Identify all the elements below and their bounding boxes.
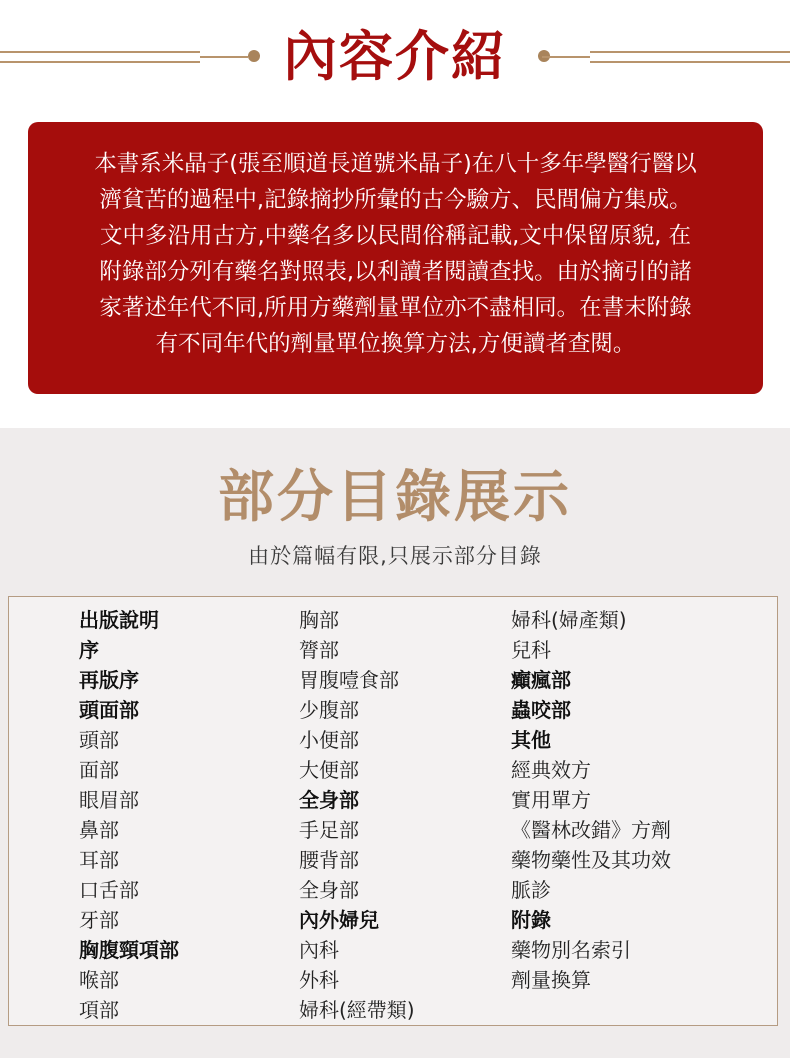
toc-item: 胸部 bbox=[299, 608, 339, 632]
toc-column-3 bbox=[511, 605, 671, 995]
toc-item: 耳部 bbox=[79, 848, 119, 872]
toc-item: 少腹部 bbox=[299, 698, 359, 722]
toc-item: 牙部 bbox=[79, 908, 119, 932]
intro-line: 家著述年代不同,所用方藥劑量單位亦不盡相同。在書末附錄 bbox=[99, 295, 692, 321]
toc-item: 頭部 bbox=[79, 728, 119, 752]
decor-line bbox=[590, 61, 790, 63]
toc-column-1 bbox=[79, 605, 179, 1025]
toc-item: 口舌部 bbox=[79, 878, 139, 902]
page-title: 內容介紹 bbox=[283, 25, 507, 88]
intro-line: 附錄部分列有藥名對照表,以利讀者閱讀查找。由於摘引的諸 bbox=[99, 259, 692, 285]
toc-item: 藥物藥性及其功效 bbox=[511, 848, 671, 872]
section-subtitle: 由於篇幅有限,只展示部分目錄 bbox=[248, 544, 542, 568]
toc-item: 藥物別名索引 bbox=[511, 938, 631, 962]
toc-item: 眼眉部 bbox=[79, 788, 139, 812]
toc-item: 小便部 bbox=[299, 728, 359, 752]
intro-section bbox=[0, 0, 790, 428]
intro-line: 有不同年代的劑量單位換算方法,方便讀者查閱。 bbox=[155, 331, 636, 357]
toc-column-2 bbox=[299, 605, 415, 1025]
toc-item: 胃腹噎食部 bbox=[299, 668, 399, 692]
toc-heading: 內外婦兒 bbox=[299, 908, 379, 932]
intro-line: 本書系米晶子(張至順道長道號米晶子)在八十多年學醫行醫以 bbox=[94, 151, 697, 177]
toc-item: 兒科 bbox=[511, 638, 551, 662]
toc-item: 脈診 bbox=[511, 878, 551, 902]
toc-item: 膂部 bbox=[299, 638, 339, 662]
toc-heading: 出版說明 bbox=[79, 608, 159, 632]
intro-paragraph bbox=[42, 146, 749, 362]
decor-line bbox=[590, 51, 790, 53]
toc-item: 劑量換算 bbox=[511, 968, 591, 992]
toc-item: 實用單方 bbox=[511, 788, 591, 812]
toc-box bbox=[8, 596, 778, 1026]
toc-heading: 再版序 bbox=[79, 668, 139, 692]
toc-heading: 全身部 bbox=[299, 788, 359, 812]
toc-item: 面部 bbox=[79, 758, 119, 782]
title-row bbox=[0, 22, 790, 92]
toc-item: 內科 bbox=[299, 938, 339, 962]
section-title: 部分目錄展示 bbox=[218, 465, 572, 530]
toc-heading: 序 bbox=[79, 638, 99, 662]
toc-item: 《醫林改錯》方劑 bbox=[511, 818, 671, 842]
toc-heading: 胸腹頸項部 bbox=[79, 938, 179, 962]
intro-box bbox=[28, 122, 763, 394]
toc-heading: 其他 bbox=[511, 728, 551, 752]
toc-item: 婦科(經帶類) bbox=[299, 998, 415, 1022]
toc-item: 外科 bbox=[299, 968, 339, 992]
decor-line bbox=[542, 56, 590, 58]
intro-line: 文中多沿用古方,中藥名多以民間俗稱記載,文中保留原貌, 在 bbox=[99, 223, 692, 249]
toc-item: 腰背部 bbox=[299, 848, 359, 872]
toc-section bbox=[0, 428, 790, 1058]
toc-item: 喉部 bbox=[79, 968, 119, 992]
toc-heading: 頭面部 bbox=[79, 698, 139, 722]
intro-line: 濟貧苦的過程中,記錄摘抄所彙的古今驗方、民間偏方集成。 bbox=[99, 187, 692, 213]
toc-item: 項部 bbox=[79, 998, 119, 1022]
toc-heading: 蟲咬部 bbox=[511, 698, 571, 722]
toc-item: 經典效方 bbox=[511, 758, 591, 782]
toc-heading: 附錄 bbox=[511, 908, 551, 932]
toc-item: 手足部 bbox=[299, 818, 359, 842]
toc-item: 全身部 bbox=[299, 878, 359, 902]
toc-item: 婦科(婦產類) bbox=[511, 608, 627, 632]
toc-item: 大便部 bbox=[299, 758, 359, 782]
toc-item: 鼻部 bbox=[79, 818, 119, 842]
toc-heading: 癲瘋部 bbox=[511, 668, 571, 692]
